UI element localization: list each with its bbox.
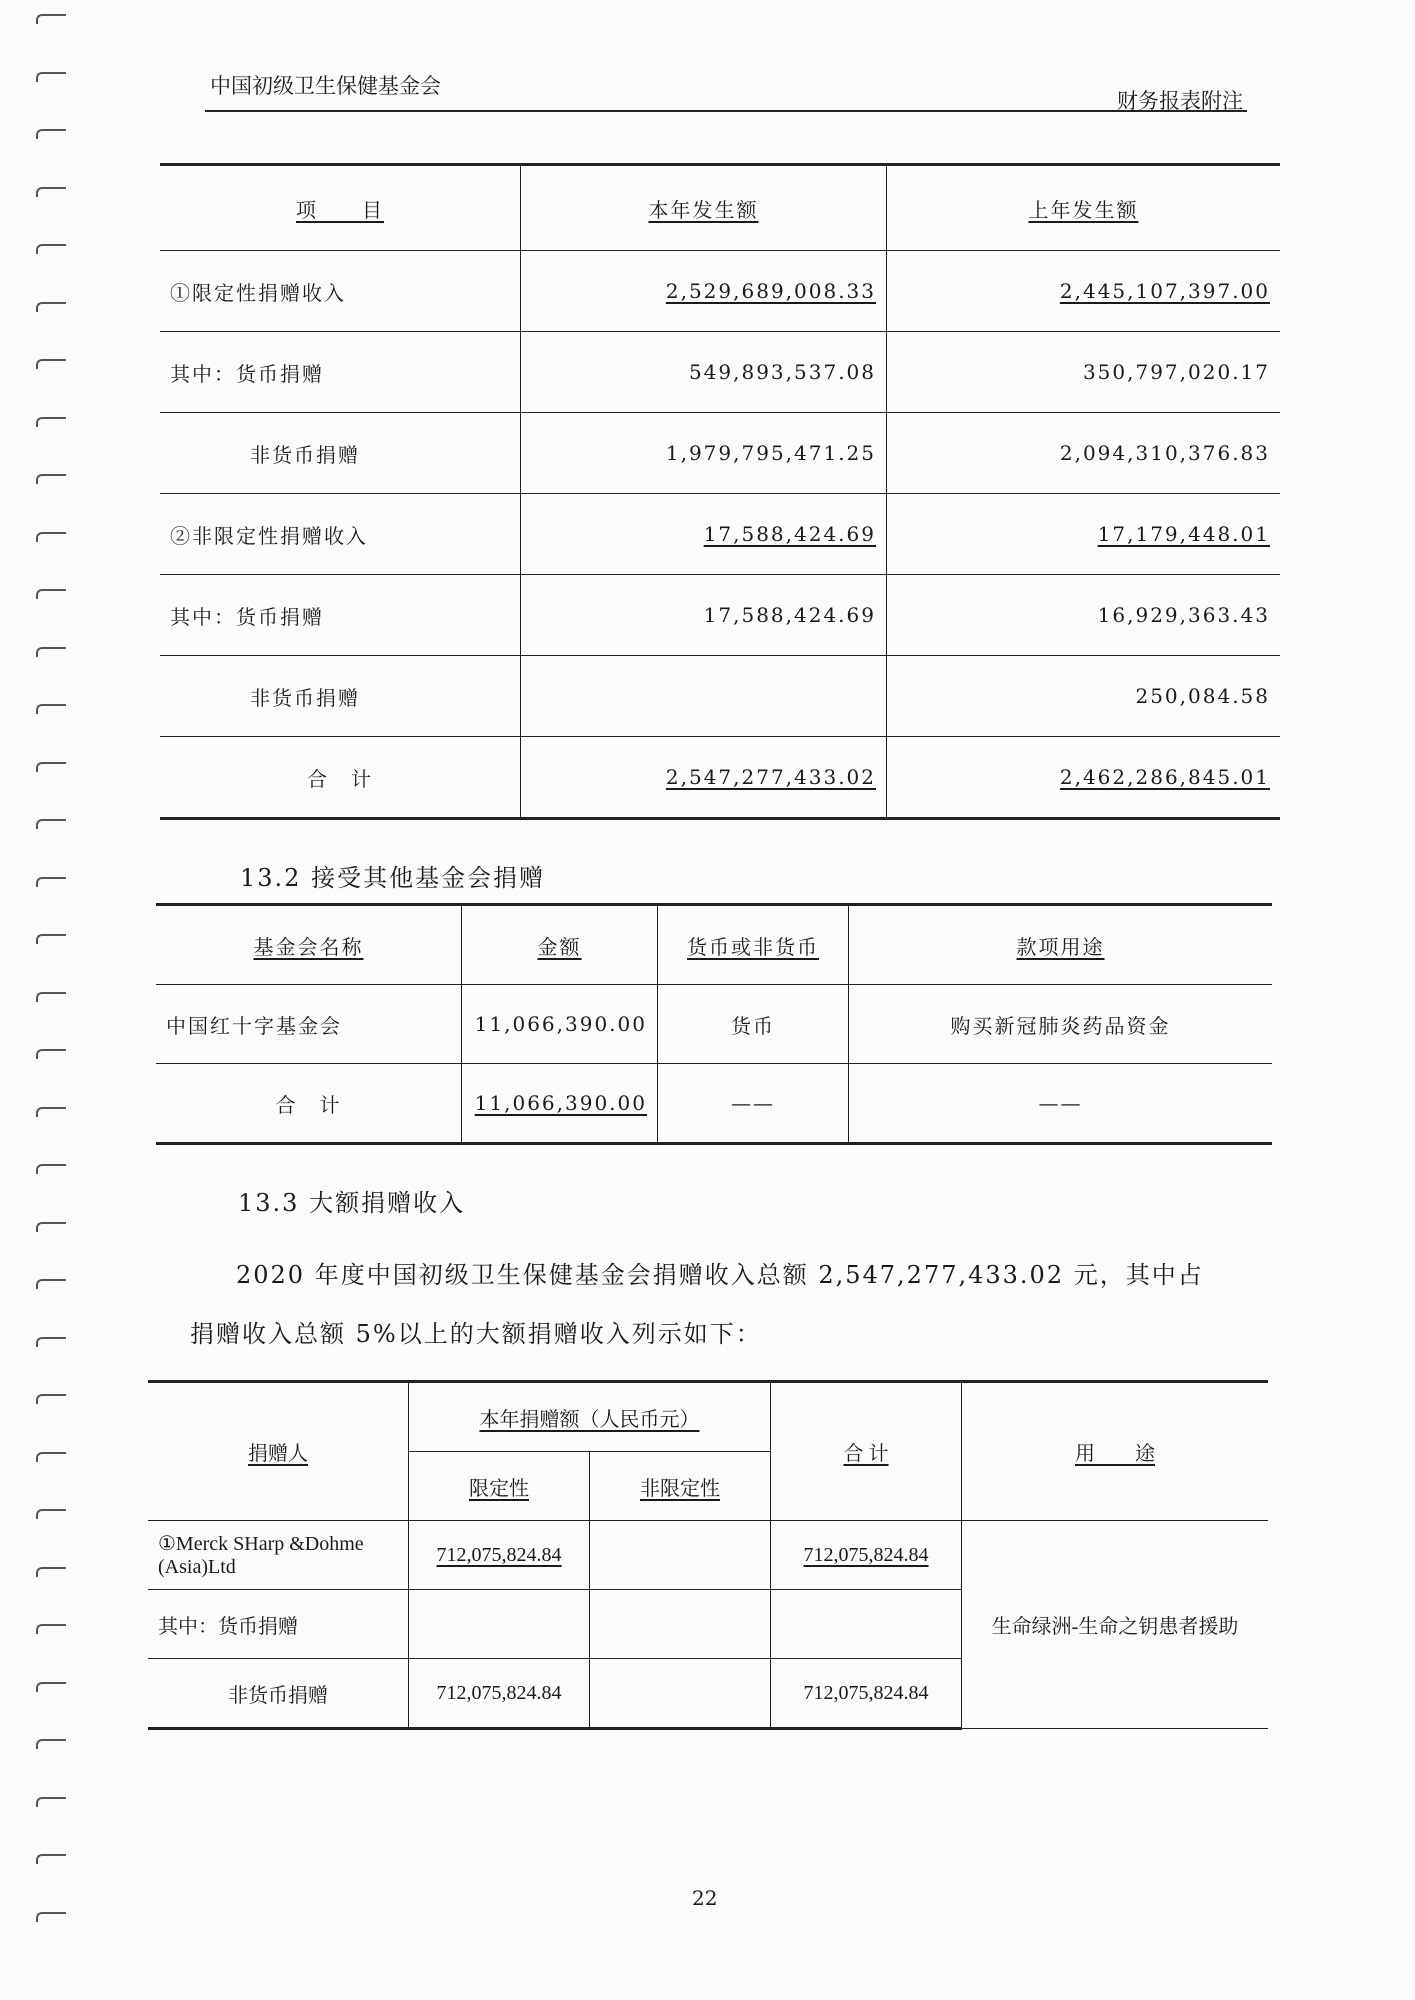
row-total: 712,075,824.84 (803, 1543, 929, 1566)
col-header-previous: 上年发生额 (1028, 197, 1139, 222)
binding-hole-mark (36, 474, 66, 484)
binding-hole-mark (36, 72, 66, 82)
binding-hole-mark (36, 129, 66, 139)
section-title-13-3: 13.3 大额捐赠收入 (238, 1189, 466, 1217)
header-rule (205, 110, 1247, 112)
row-unrestricted (590, 1521, 771, 1590)
row-previous: 2,462,286,845.01 (1059, 765, 1270, 789)
binding-hole-mark (36, 359, 66, 369)
row-item: ②非限定性捐赠收入 (160, 494, 521, 575)
col-header-use: 用 途 (1075, 1443, 1155, 1465)
row-current: 17,588,424.69 (703, 522, 876, 546)
table-row (156, 985, 1272, 1064)
row-item: 其中：货币捐赠 (160, 332, 521, 413)
row-restricted (409, 1590, 590, 1659)
binding-hole-mark (36, 647, 66, 657)
binding-hole-mark (36, 1222, 66, 1232)
row-current (521, 656, 887, 737)
col-header-name: 基金会名称 (253, 934, 364, 959)
row-item: ①限定性捐赠收入 (160, 251, 521, 332)
binding-hole-mark (36, 417, 66, 427)
col-header-unrestricted: 非限定性 (640, 1477, 720, 1500)
binding-hole-mark (36, 187, 66, 197)
row-use: —— (849, 1064, 1273, 1144)
binding-hole-mark (36, 589, 66, 599)
binding-hole-mark (36, 1279, 66, 1289)
col-header-current: 本年发生额 (648, 197, 759, 222)
row-donor: ①Merck SHarp &Dohme (Asia)Ltd (148, 1521, 409, 1590)
row-type: —— (658, 1064, 849, 1144)
binding-hole-mark (36, 302, 66, 312)
section-title-13-2: 13.2 接受其他基金会捐赠 (240, 864, 546, 892)
row-amount: 11,066,390.00 (474, 1091, 647, 1115)
binding-hole-mark (36, 762, 66, 772)
table-total-row (156, 1064, 1272, 1144)
binding-hole-mark (36, 1912, 66, 1922)
row-item: 合 计 (160, 737, 521, 819)
col-header-total: 合 计 (843, 1443, 889, 1465)
row-current: 2,547,277,433.02 (665, 765, 876, 789)
binding-hole-mark (36, 992, 66, 1002)
row-previous: 250,084.58 (887, 656, 1281, 737)
col-header-amount: 金额 (537, 934, 582, 959)
row-use: 购买新冠肺炎药品资金 (849, 985, 1273, 1064)
table-header-row (156, 905, 1272, 985)
binding-hole-mark (36, 1164, 66, 1174)
table-header-row (148, 1382, 1268, 1452)
binding-hole-mark (36, 819, 66, 829)
row-unrestricted (590, 1590, 771, 1659)
header-section: 财务报表附注 (1117, 89, 1243, 113)
row-item: 非货币捐赠 (160, 656, 521, 737)
page-number: 22 (692, 1886, 718, 1910)
row-current: 549,893,537.08 (521, 332, 887, 413)
binding-hole-mark (36, 1337, 66, 1347)
table-total-row (160, 737, 1280, 819)
col-header-amount-group: 本年捐赠额（人民币元） (479, 1408, 700, 1431)
binding-holes (36, 0, 66, 2000)
binding-hole-mark (36, 877, 66, 887)
large-donation-table (148, 1380, 1268, 1730)
row-item: 其中：货币捐赠 (160, 575, 521, 656)
row-previous: 2,445,107,397.00 (1059, 279, 1270, 303)
row-current: 2,529,689,008.33 (665, 279, 876, 303)
binding-hole-mark (36, 704, 66, 714)
foundation-donation-table (156, 903, 1272, 1145)
binding-hole-mark (36, 1394, 66, 1404)
table-row (160, 494, 1280, 575)
row-donor: 其中：货币捐赠 (148, 1590, 409, 1659)
row-amount: 11,066,390.00 (462, 985, 658, 1064)
row-restricted: 712,075,824.84 (409, 1659, 590, 1729)
col-header-donor: 捐赠人 (248, 1443, 308, 1465)
binding-hole-mark (36, 1049, 66, 1059)
row-type: 货币 (658, 985, 849, 1064)
col-header-use: 款项用途 (1016, 934, 1105, 959)
table-row (160, 413, 1280, 494)
binding-hole-mark (36, 1624, 66, 1634)
row-item: 非货币捐赠 (160, 413, 521, 494)
binding-hole-mark (36, 934, 66, 944)
table-row (160, 575, 1280, 656)
row-name: 合 计 (156, 1064, 462, 1144)
row-unrestricted (590, 1659, 771, 1729)
table-row (160, 656, 1280, 737)
paragraph-line-2: 捐赠收入总额 5%以上的大额捐赠收入列示如下： (190, 1320, 762, 1348)
row-name: 中国红十字基金会 (156, 985, 462, 1064)
row-restricted: 712,075,824.84 (436, 1543, 562, 1566)
row-total (771, 1590, 962, 1659)
row-current: 1,979,795,471.25 (521, 413, 887, 494)
header-org: 中国初级卫生保健基金会 (210, 74, 441, 98)
row-previous: 2,094,310,376.83 (887, 413, 1281, 494)
binding-hole-mark (36, 1797, 66, 1807)
binding-hole-mark (36, 1567, 66, 1577)
col-header-restricted: 限定性 (469, 1477, 529, 1500)
paragraph-line-1: 2020 年度中国初级卫生保健基金会捐赠收入总额 2,547,277,433.02 元，其中占 (236, 1261, 1204, 1289)
col-header-item: 项 目 (296, 197, 384, 222)
binding-hole-mark (36, 1107, 66, 1117)
binding-hole-mark (36, 1452, 66, 1462)
binding-hole-mark (36, 244, 66, 254)
donation-income-table (160, 163, 1280, 820)
col-header-type: 货币或非货币 (687, 934, 819, 959)
binding-hole-mark (36, 1682, 66, 1692)
row-total: 712,075,824.84 (771, 1659, 962, 1729)
row-current: 17,588,424.69 (521, 575, 887, 656)
binding-hole-mark (36, 1509, 66, 1519)
row-use: 生命绿洲-生命之钥患者援助 (962, 1521, 1269, 1729)
row-previous: 350,797,020.17 (887, 332, 1281, 413)
binding-hole-mark (36, 1739, 66, 1749)
row-previous: 16,929,363.43 (887, 575, 1281, 656)
table-row (148, 1521, 1268, 1590)
row-donor: 非货币捐赠 (148, 1659, 409, 1729)
binding-hole-mark (36, 1854, 66, 1864)
table-header-row (160, 165, 1280, 251)
row-previous: 17,179,448.01 (1097, 522, 1270, 546)
table-row (160, 251, 1280, 332)
binding-hole-mark (36, 14, 66, 24)
table-row (160, 332, 1280, 413)
binding-hole-mark (36, 532, 66, 542)
